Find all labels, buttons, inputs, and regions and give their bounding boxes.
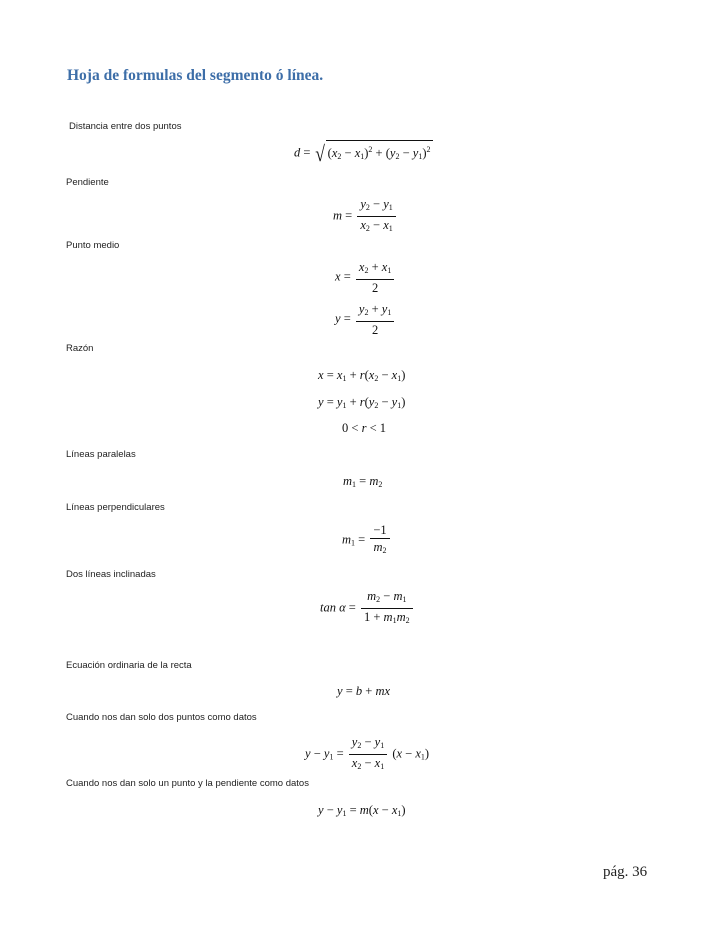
label-perpendiculares: Líneas perpendiculares [66, 502, 165, 513]
formula-punto-pendiente: $y - y_1 = m(x - x_1)$ [318, 803, 406, 818]
formula-punto-medio-y: y = $\frac{y_2 + y_1}{2}$ [335, 302, 396, 337]
formula-paralelas: $m_1 = m_2$ [343, 474, 383, 489]
formula-perpendiculares: $m_1$ = $\frac{-1}{m_2}$ [342, 523, 392, 558]
page-title: Hoja de formulas del segmento ó línea. [67, 67, 324, 84]
label-inclinadas: Dos líneas inclinadas [66, 569, 156, 580]
label-punto-medio: Punto medio [66, 240, 120, 251]
formula-dos-puntos: $y - y_1$ = $\frac{y_2 - y_1}{x_2 - x_1}$ $(x - x_1)$ [305, 735, 430, 771]
page-number: pág. 36 [603, 864, 648, 880]
formula-distancia: d = √ $(x_2 - x_1)^2 + (y_2 - y_1)^2$ [294, 141, 431, 166]
formula-ecuacion: y = b + mx [337, 684, 391, 698]
label-paralelas: Líneas paralelas [66, 449, 136, 460]
formula-razon-y: $y = y_1 + r(y_2 - y_1)$ [318, 395, 406, 410]
label-pendiente: Pendiente [66, 177, 109, 188]
formula-inclinadas: tan α = $\frac{m_2 - m_1}{1 + m_1m_2}$ [320, 589, 415, 628]
label-punto-pendiente: Cuando nos dan solo un punto y la pendiente como datos [66, 778, 309, 789]
formula-razon-rango: 0 < r < 1 [342, 421, 386, 435]
formula-razon-x: $x = x_1 + r(x_2 - x_1)$ [318, 368, 406, 383]
formula-pendiente: m = $\frac{y_2 - y_1}{x_2 - x_1}$ [333, 197, 398, 236]
label-distancia: Distancia entre dos puntos [69, 121, 182, 132]
label-dos-puntos: Cuando nos dan solo dos puntos como datos [66, 712, 257, 723]
label-ecuacion: Ecuación ordinaria de la recta [66, 660, 192, 671]
label-razon: Razón [66, 343, 94, 354]
formula-punto-medio-x: x = $\frac{x_2 + x_1}{2}$ [335, 260, 396, 295]
